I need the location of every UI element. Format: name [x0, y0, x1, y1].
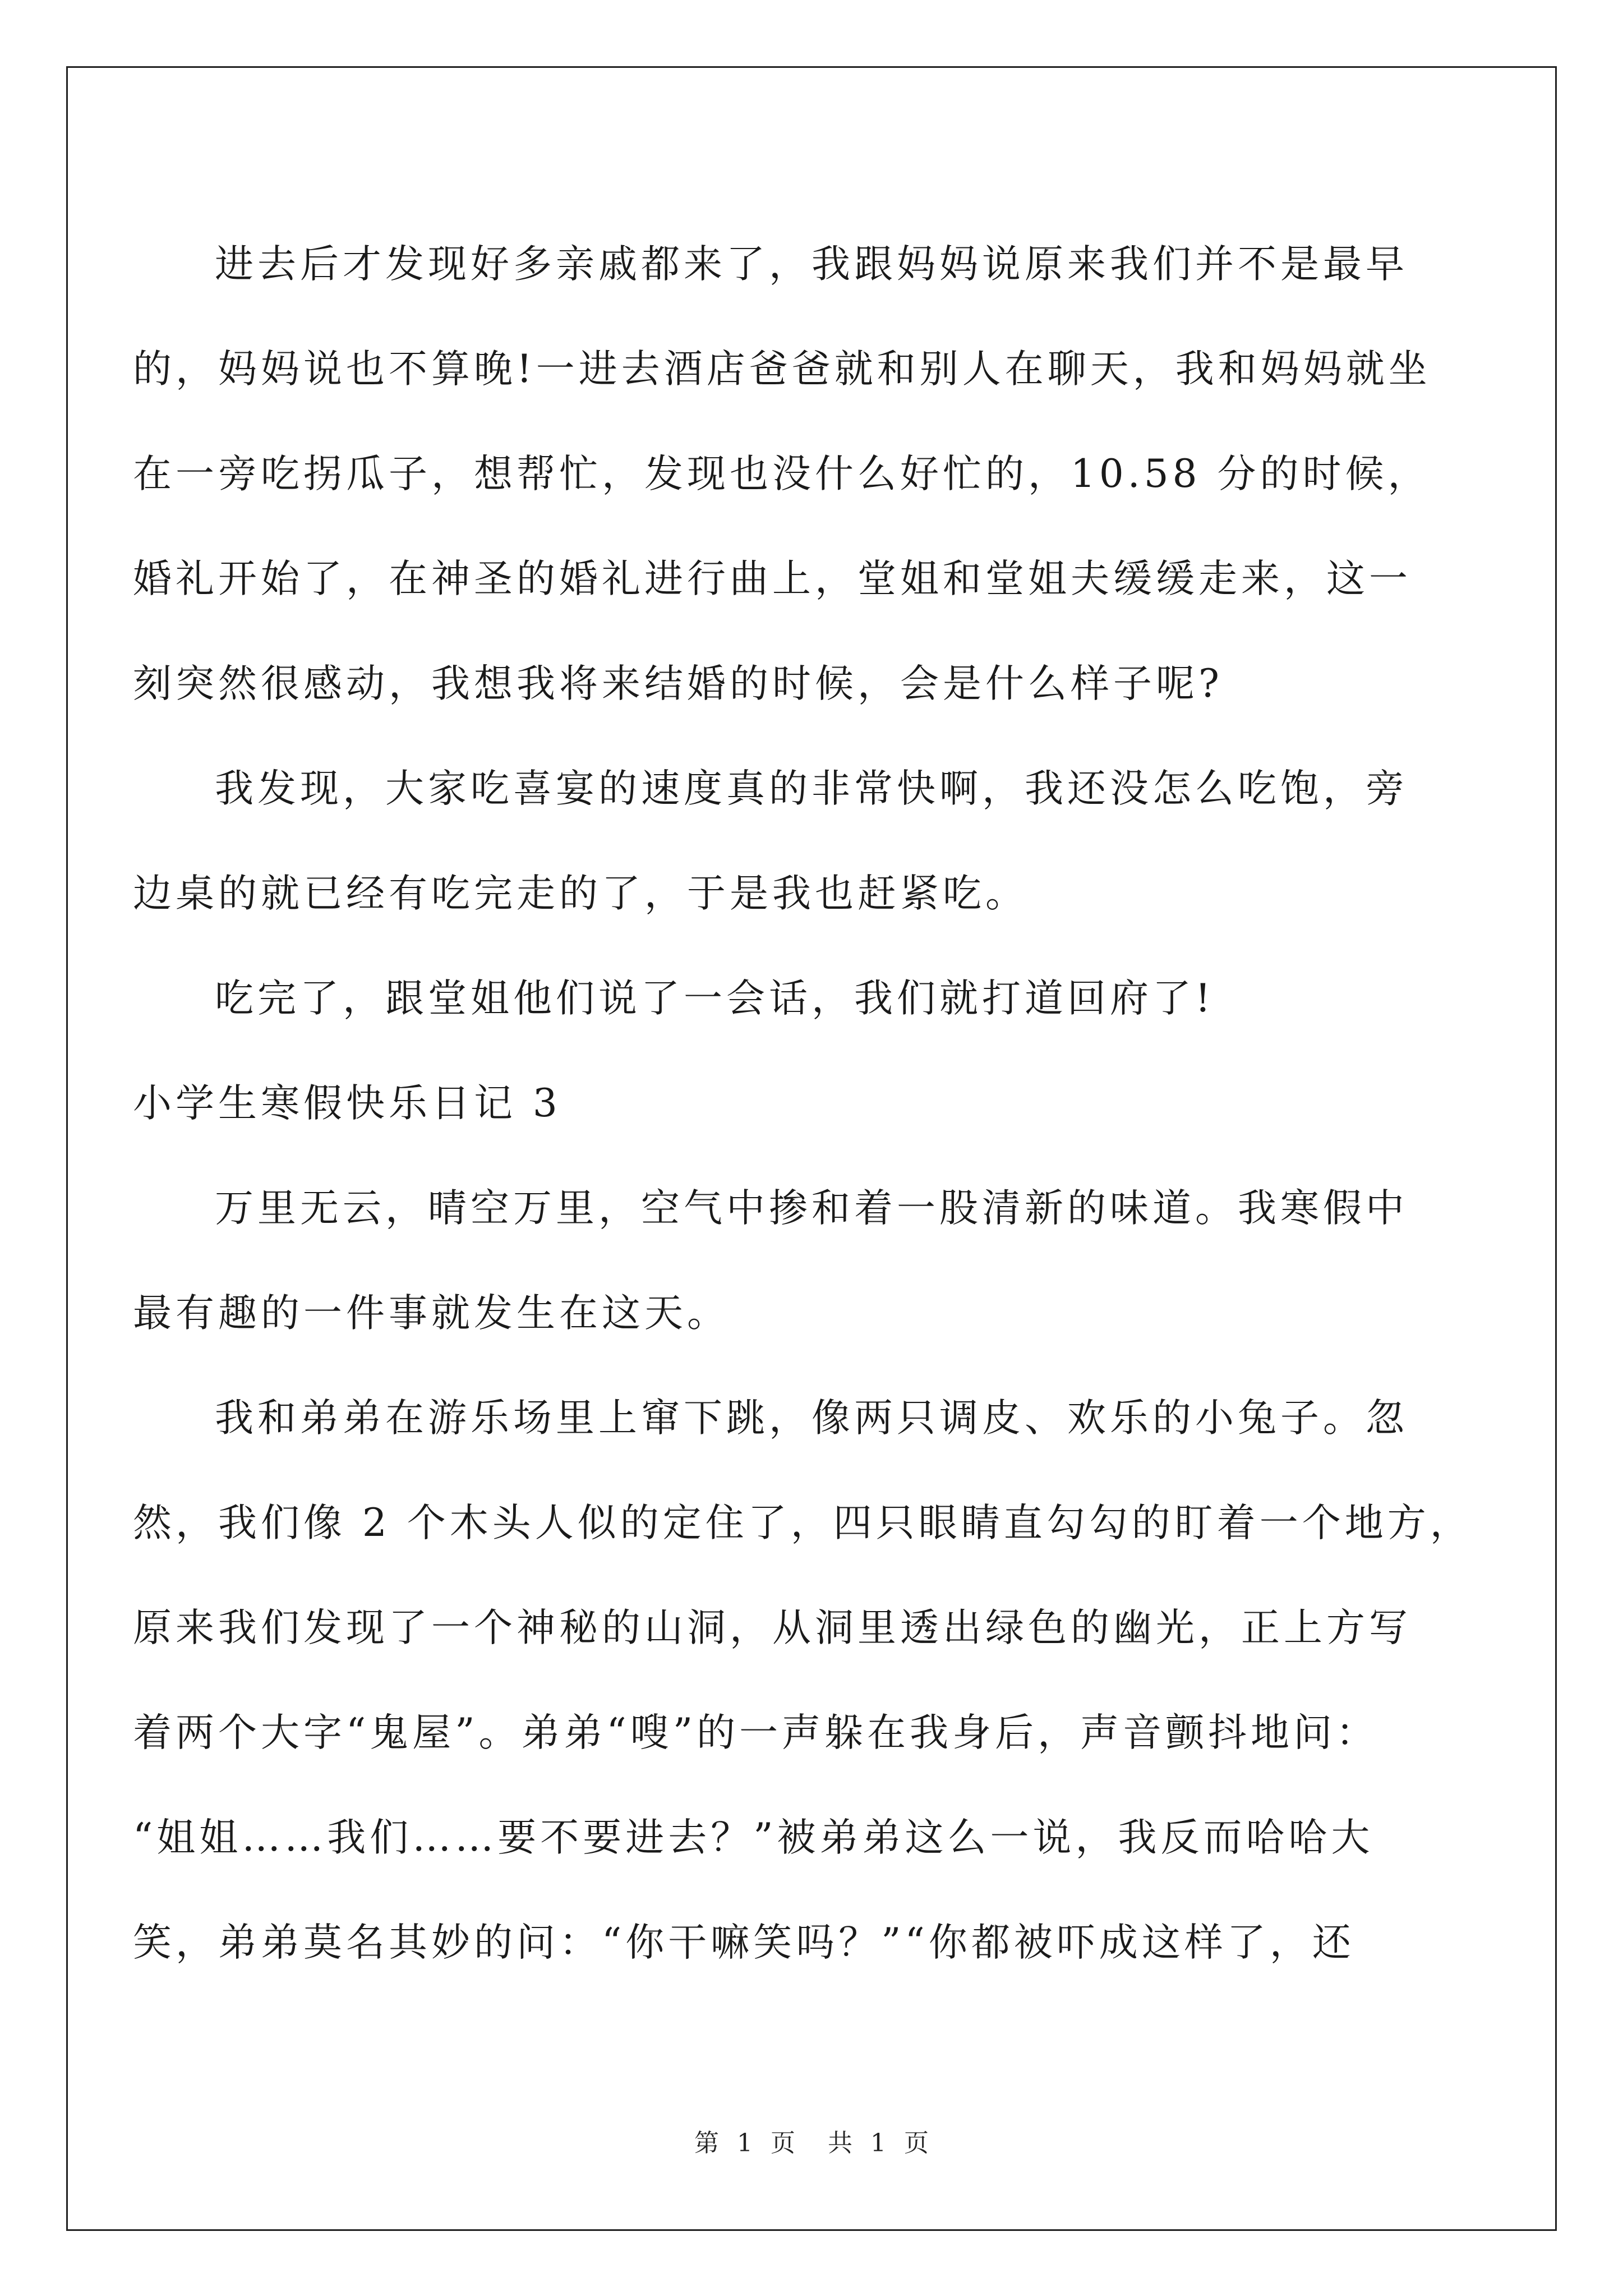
- text-line: 最有趣的一件事就发生在这天。: [133, 1291, 730, 1336]
- text-line: 然，我们像 2 个木头人似的定住了，四只眼睛直勾勾的盯着一个地方，: [133, 1501, 1473, 1545]
- text-line: 原来我们发现了一个神秘的山洞，从洞里透出绿色的幽光，正上方写: [133, 1605, 1412, 1650]
- text-line: 进去后才发现好多亲戚都来了，我跟妈妈说原来我们并不是最早: [215, 242, 1408, 287]
- page-number: 第 1 页: [694, 2129, 795, 2157]
- text-line: 我和弟弟在游乐场里上窜下跳，像两只调皮、欢乐的小兔子。忽: [215, 1396, 1408, 1441]
- section-heading: 小学生寒假快乐日记 3: [133, 1081, 561, 1126]
- text-line: 着两个大字“鬼屋”。弟弟“嗖”的一声躲在我身后，声音颤抖地问：: [133, 1710, 1379, 1755]
- text-line: 刻突然很感动，我想我将来结婚的时候，会是什么样子呢?: [133, 661, 1223, 706]
- text-line: 吃完了，跟堂姐他们说了一会话，我们就打道回府了!: [215, 976, 1215, 1021]
- text-line: 万里无云，晴空万里，空气中掺和着一股清新的味道。我寒假中: [215, 1186, 1408, 1231]
- text-line: 我发现，大家吃喜宴的速度真的非常快啊，我还没怎么吃饱，旁: [215, 766, 1408, 811]
- text-line: 的，妈妈说也不算晚!一进去酒店爸爸就和别人在聊天，我和妈妈就坐: [133, 347, 1431, 392]
- text-line: “姐姐……我们……要不要进去？”被弟弟这么一说，我反而哈哈大: [133, 1815, 1374, 1860]
- text-line: 笑，弟弟莫名其妙的问：“你干嘛笑吗？”“你都被吓成这样了，还: [133, 1920, 1355, 1965]
- text-line: 边桌的就已经有吃完走的了，于是我也赶紧吃。: [133, 871, 1028, 916]
- page-total: 共 1 页: [828, 2129, 929, 2157]
- text-line: 在一旁吃拐瓜子，想帮忙，发现也没什么好忙的，10.58 分的时候，: [133, 452, 1431, 496]
- page-footer: [0, 2127, 1623, 2160]
- document-body: [133, 212, 1491, 1995]
- text-line: 婚礼开始了，在神圣的婚礼进行曲上，堂姐和堂姐夫缓缓走来，这一: [133, 556, 1412, 601]
